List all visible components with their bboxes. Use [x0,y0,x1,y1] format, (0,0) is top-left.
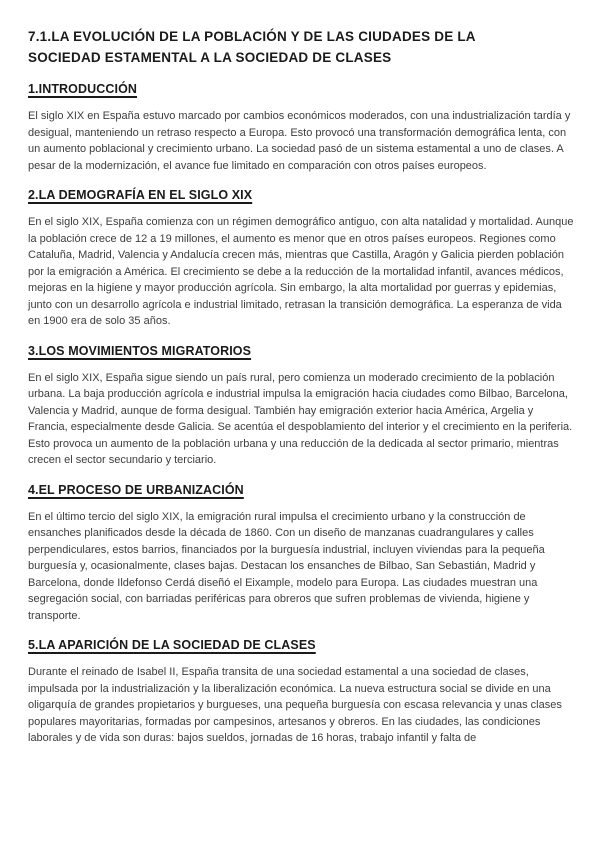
section-3-heading-text: 3.LOS MOVIMIENTOS MIGRATORIOS [28,343,252,358]
section-2-body: En el siglo XIX, España comienza con un régimen demográfico antiguo, con alta natalidad y mortalidad. Aunque la población crece de 12 a 19 millones, el aumento es menor que en otros países europeos. Regiones como Cataluña, Madrid, Valencia y Andalucía crecen más, mientras que Castilla, Aragón y Galicia pierden población por la emigración a América. El crecimiento se debe a la reducción de la mortalidad infantil, avances médicos, mejoras en la higiene y mayor producción agrícola. Sin embargo, la alta mortalidad por guerras y epidemias, junto con un desarrollo agrícola e industrial limitado, retrasan la transición demográfica. La esperanza de vida en 1900 era de solo 35 años. [28,216,574,327]
section-5-heading-text: 5.LA APARICIÓN DE LA SOCIEDAD DE CLASES [28,638,316,652]
section-1-heading [28,82,574,97]
section-movimientos-migratorios [28,344,574,469]
section-sociedad-de-clases [28,638,574,747]
document-title: 7.1.LA EVOLUCIÓN DE LA POBLACIÓN Y DE LAS CIUDADES DE LA SOCIEDAD ESTAMENTAL A LA SOCIEDAD DE CLASES [28,29,476,65]
section-5-body: Durante el reinado de Isabel II, España transita de una sociedad estamental a una sociedad de clases, impulsada por la industrialización y la liberalización económica. La nueva estructura social se divide en una oligarquía de grandes propietarios y burgueses, una pequeña burguesía con escasa relevancia y unas clases populares mayoritarias, formadas por campesinos, artesanos y obreros. En las ciudades, las condiciones laborales y de vida son duras: bajos sueldos, jornadas de 16 horas, trabajo infantil y falta de [28,666,562,744]
section-1-heading-text: 1.INTRODUCCIÓN [28,82,138,96]
section-demografia [28,188,574,330]
section-1-body: El siglo XIX en España estuvo marcado por cambios económicos moderados, con una industrialización tardía y desigual, manteniendo un retraso respecto a Europa. Esto provocó una transformación demográfica lenta, con un aumento poblacional y crecimiento urbano. La sociedad pasó de un sistema estamental a uno de clases. A pesar de la modernización, el avance fue limitado en comparación con otros países europeos. [28,110,571,172]
section-3-body: En el siglo XIX, España sigue siendo un país rural, pero comienza un moderado crecimiento de la población urbana. La baja producción agrícola e industrial impulsa la emigración hacia ciudades como Bilbao, Barcelona, Valencia y Madrid, aunque de forma desigual. También hay emigración exterior hacia América, Argelia y Francia, especialmente desde Galicia. Se acentúa el despoblamiento del interior y el crecimiento en la periferia. Esto provoca un aumento de la población urbana y una reducción de la dedicada al sector primario, mientras crecen el sector secundario y terciario. [28,371,573,466]
section-urbanizacion [28,483,574,625]
section-2-heading-text: 2.LA DEMOGRAFÍA EN EL SIGLO XIX [28,188,253,202]
section-3-heading [28,344,574,359]
section-2-heading [28,188,574,203]
section-4-heading-text: 4.EL PROCESO DE URBANIZACIÓN [28,482,244,497]
section-4-body: En el último tercio del siglo XIX, la emigración rural impulsa el crecimiento urbano y la construcción de ensanches planificados desde la década de 1860. Con un diseño de manzanas cuadrangulares y calles perpendiculares, estos barrios, financiados por la burguesía industrial, incluyen viviendas para la pequeña burguesía y, ocasionalmente, clases bajas. Destacan los ensanches de Bilbao, San Sebastián, Madrid y Barcelona, donde Ildefonso Cerdá diseñó el Eixample, modelo para Europa. Las ciudades muestran una segregación social, con barriadas periféricas para obreros que sufren problemas de vivienda, higiene y transporte. [28,510,545,622]
section-4-heading [28,483,574,498]
section-5-heading [28,638,574,653]
section-introduccion [28,82,574,174]
